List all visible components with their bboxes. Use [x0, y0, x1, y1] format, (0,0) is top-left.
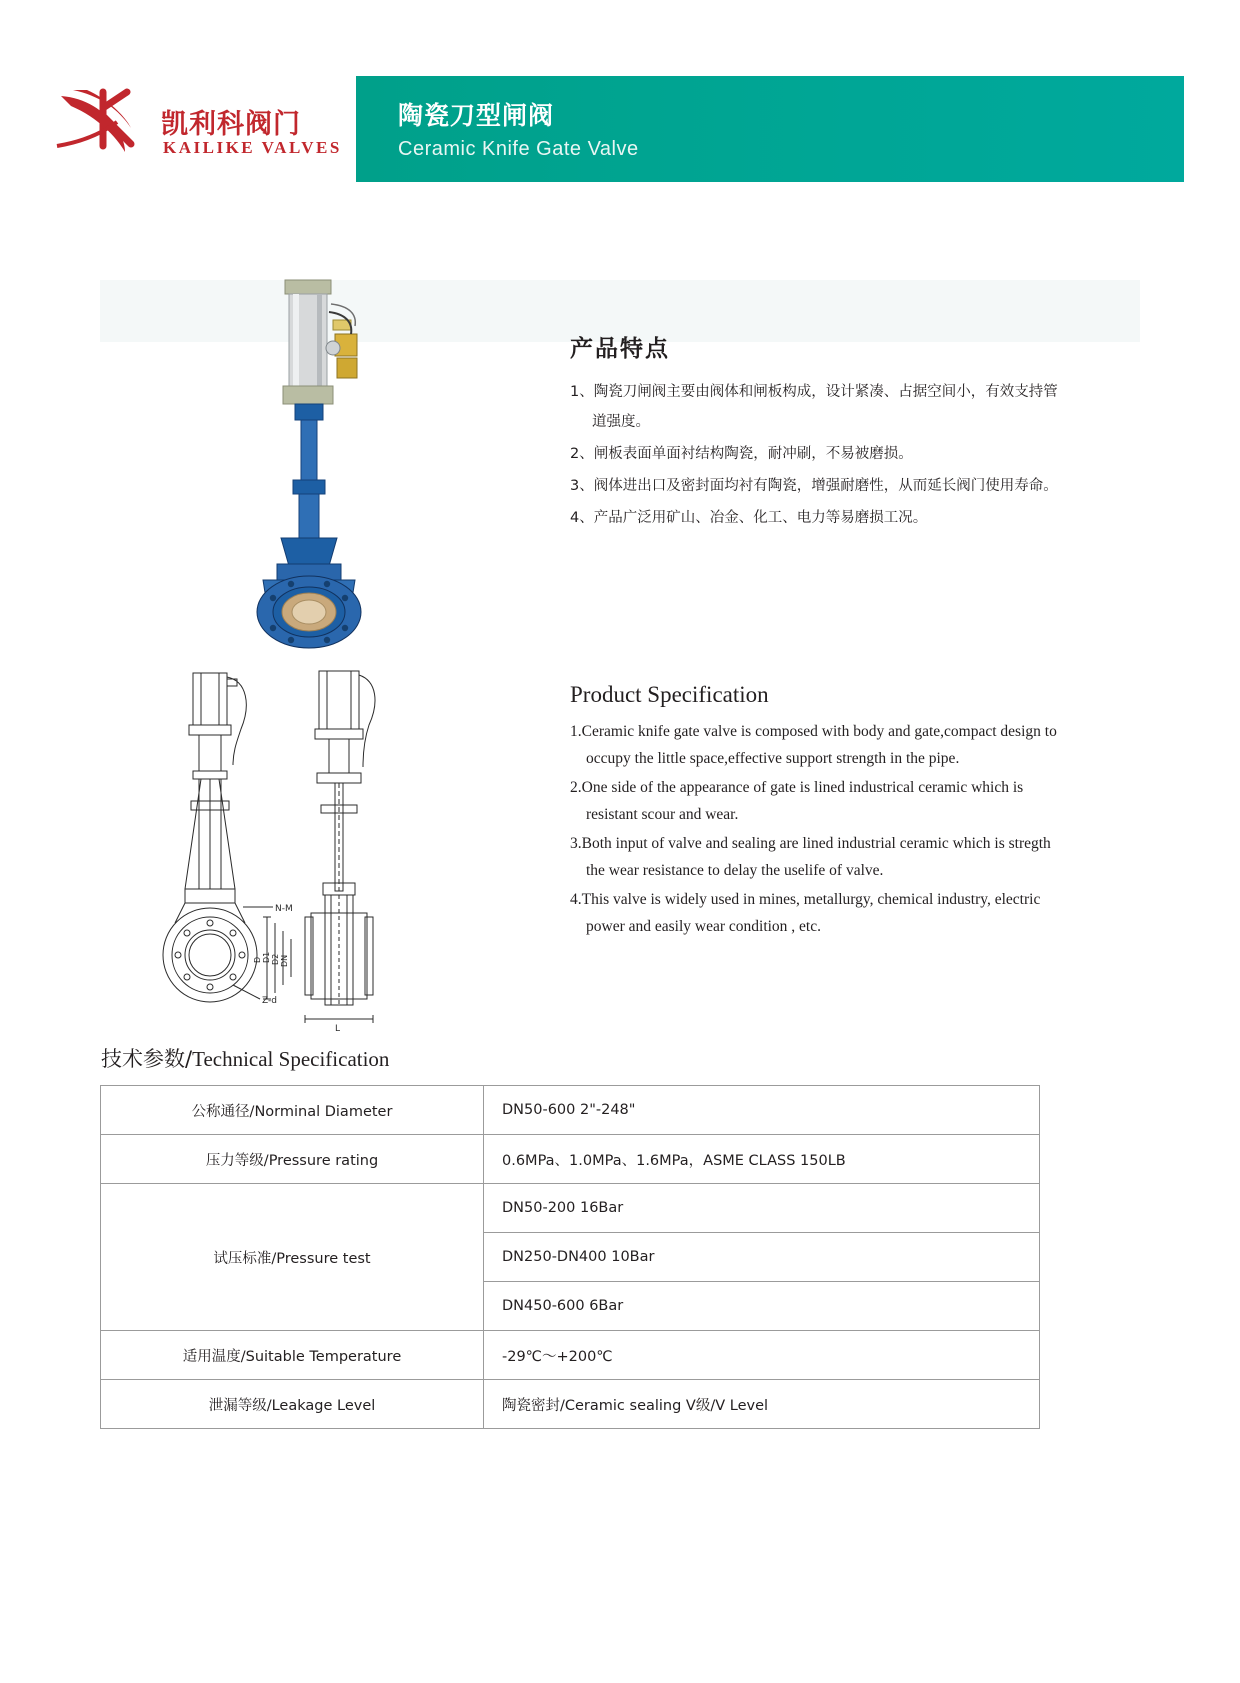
specification-list	[570, 718, 1060, 940]
svg-text:DN: DN	[280, 954, 289, 967]
header-title-bar	[356, 76, 1184, 182]
table-row	[101, 1184, 1040, 1233]
table-row	[101, 1086, 1040, 1135]
specification-heading: Product Specification	[570, 682, 769, 707]
row-label: 公称通径/Norminal Diameter	[101, 1086, 484, 1135]
row-label: 泄漏等级/Leakage Level	[101, 1380, 484, 1429]
row-label: 压力等级/Pressure rating	[101, 1135, 484, 1184]
svg-text:D1: D1	[262, 951, 271, 963]
brand-name-en: KAILIKE VALVES	[163, 138, 342, 157]
product-photo	[233, 278, 413, 658]
svg-text:D: D	[253, 956, 262, 963]
table-row	[101, 1331, 1040, 1380]
row-value: 陶瓷密封/Ceramic sealing V级/V Level	[484, 1380, 1040, 1429]
page-header	[0, 76, 1240, 182]
technical-spec-title-sep: /	[185, 1047, 193, 1071]
row-label: 试压标准/Pressure test	[101, 1184, 484, 1331]
kailike-swoosh-logo-icon	[53, 86, 158, 158]
technical-spec-table	[100, 1085, 1040, 1429]
brand-logo	[53, 80, 353, 180]
row-value: 0.6MPa、1.0MPa、1.6MPa，ASME CLASS 150LB	[484, 1135, 1040, 1184]
technical-spec-title-en: Technical Specification	[192, 1047, 390, 1071]
row-value: DN50-200 16Bar	[484, 1184, 1040, 1233]
row-value: DN50-600 2"-248"	[484, 1086, 1040, 1135]
svg-text:Z-d: Z-d	[262, 996, 277, 1006]
features-list-cn	[570, 377, 1070, 533]
specification-item: 2.One side of the appearance of gate is lined industrical ceramic which is resistant scour and wear.	[570, 779, 1024, 823]
table-row	[101, 1135, 1040, 1184]
feature-item: 3、阀体进出口及密封面均衬有陶瓷，增强耐磨性，从而延长阀门使用寿命。	[570, 478, 1058, 494]
feature-item: 1、陶瓷刀闸阀主要由阀体和闸板构成，设计紧凑、占据空间小，有效支持管道强度。	[570, 384, 1058, 430]
svg-text:D2: D2	[271, 953, 280, 965]
specification-item: 3.Both input of valve and sealing are lined industrial ceramic which is stregth the wear resistance to delay the uselife of valve.	[570, 835, 1051, 879]
technical-spec-title	[101, 1043, 389, 1073]
row-value: -29℃～+200℃	[484, 1331, 1040, 1380]
row-label: 适用温度/Suitable Temperature	[101, 1331, 484, 1380]
features-section-cn	[570, 330, 1070, 535]
row-value: DN250-DN400 10Bar	[484, 1233, 1040, 1282]
page-title-en: Ceramic Knife Gate Valve	[398, 138, 639, 160]
feature-item: 2、闸板表面单面衬结构陶瓷，耐冲刷，不易被磨损。	[570, 446, 913, 462]
features-heading-cn: 产品特点	[570, 336, 670, 362]
svg-text:L: L	[335, 1024, 341, 1034]
table-row	[101, 1380, 1040, 1429]
technical-spec-title-cn: 技术参数	[101, 1047, 185, 1071]
specification-item: 1.Ceramic knife gate valve is composed with body and gate,compact design to occupy the little space,effective support strength in the pipe.	[570, 723, 1057, 767]
technical-drawings	[155, 655, 445, 1045]
row-value: DN450-600 6Bar	[484, 1282, 1040, 1331]
product-specification-section	[570, 682, 1060, 942]
brand-name-cn: 凯利科阀门	[161, 109, 301, 140]
svg-text:N-M: N-M	[275, 904, 293, 914]
specification-item: 4.This valve is widely used in mines, metallurgy, chemical industry, electric power and easily wear condition , etc.	[570, 891, 1041, 935]
feature-item: 4、产品广泛用矿山、冶金、化工、电力等易磨损工况。	[570, 510, 928, 526]
page-title-cn: 陶瓷刀型闸阀	[398, 101, 555, 130]
